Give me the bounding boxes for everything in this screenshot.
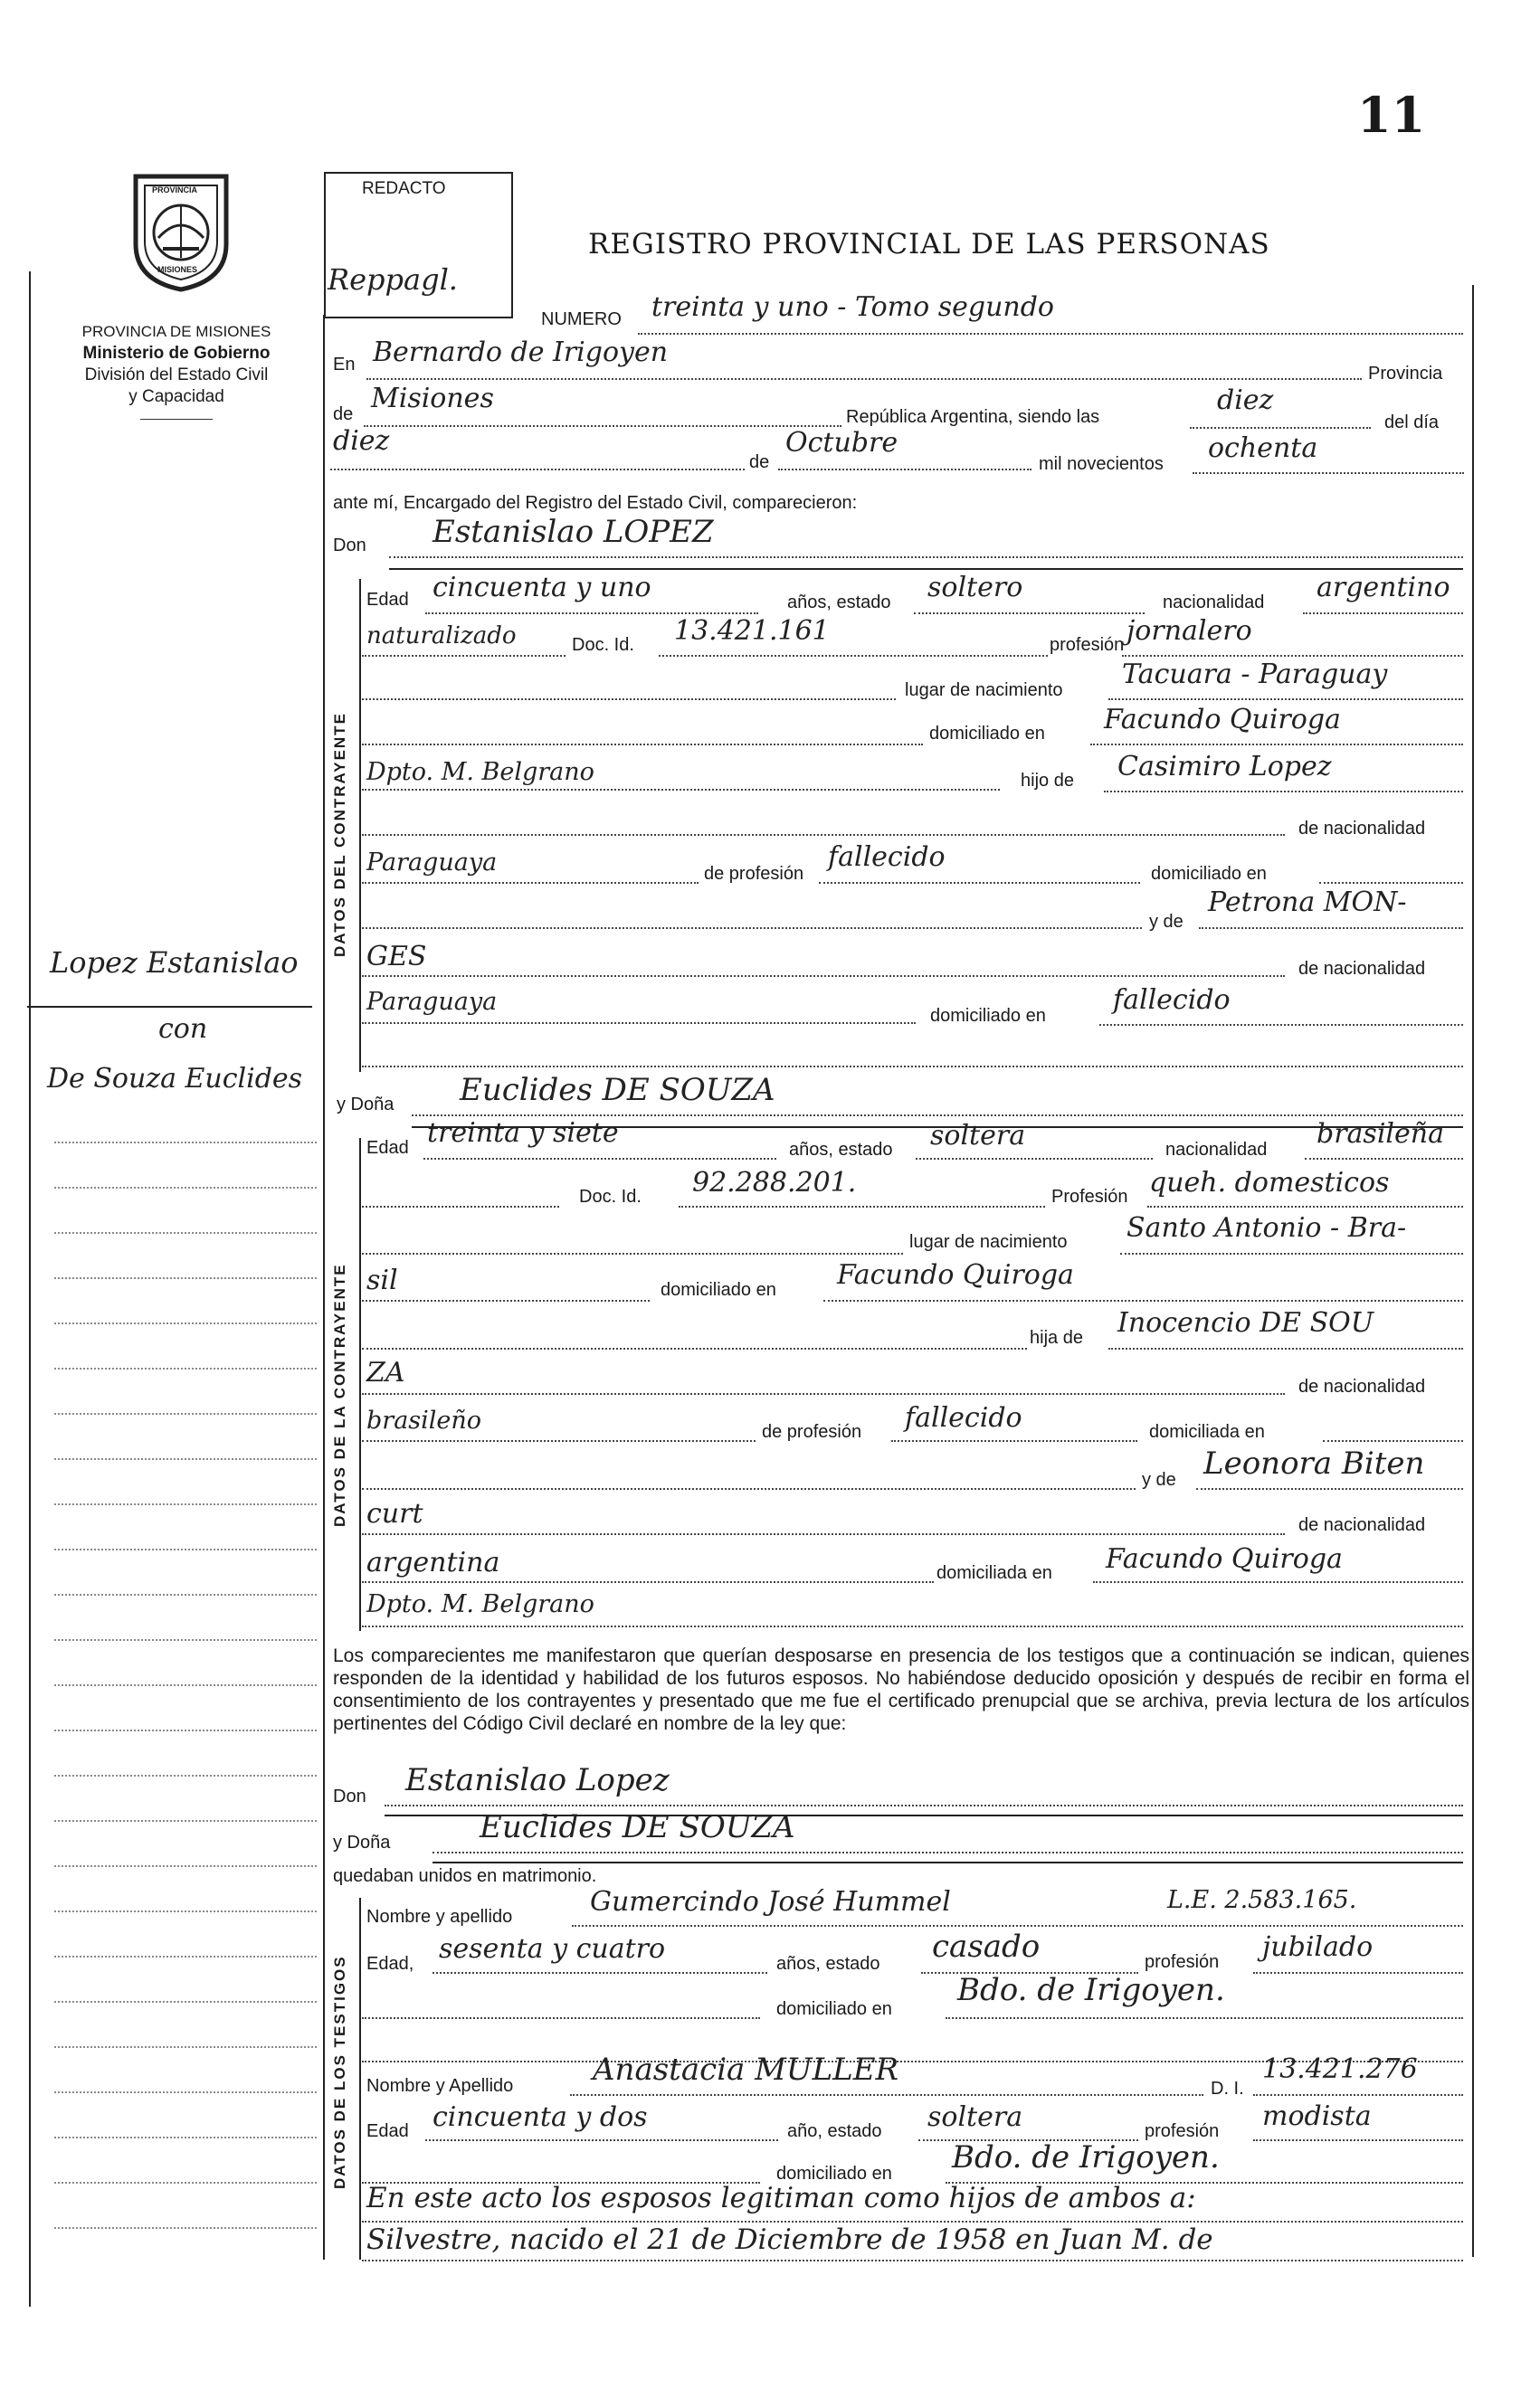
- contrayenta-estado: soltera: [930, 1120, 1026, 1152]
- t1-nombre-line: [572, 1925, 1463, 1927]
- t2-domicilio-label: domiciliado en: [776, 2164, 892, 2184]
- don-rule: [389, 568, 1463, 570]
- contrayenta-end-line: [362, 1626, 1463, 1627]
- declaration-dona-label: y Doña: [333, 1833, 391, 1853]
- t2-estado: soltera: [927, 2101, 1023, 2133]
- declaration-don-value: Estanislao Lopez: [405, 1762, 670, 1798]
- margin-dotted-line: [54, 2227, 317, 2229]
- domicilio-pre-line: [362, 744, 923, 745]
- del-dia-label: del día: [1384, 412, 1440, 432]
- contrayenta-madre-nacionalidad: argentina: [366, 1547, 500, 1578]
- note-line1-rule: [362, 2221, 1463, 2223]
- contrayenta-madre2-line: [362, 1533, 1285, 1535]
- margin-dotted-line: [54, 1639, 317, 1641]
- mes-value: Octubre: [785, 427, 898, 459]
- doc-label: Doc. Id.: [572, 635, 634, 655]
- de-line: [364, 425, 841, 427]
- t1-nombre: Gumercindo José Hummel: [590, 1886, 951, 1918]
- margin-dotted-line: [54, 1277, 317, 1279]
- contrayenta-section-label: DATOS DE LA CONTRAYENTE: [331, 1263, 348, 1527]
- provincia-label: Provincia: [1368, 364, 1443, 384]
- ministry-divider: [140, 419, 213, 420]
- declaration-don-line: [385, 1805, 1463, 1806]
- margin-note-rule: [27, 1006, 312, 1008]
- margin-note-line3: De Souza Euclides: [47, 1063, 303, 1095]
- statement-paragraph: Los comparecientes me manifestaron que querían desposarse en presencia de los testigos que a continuación se indican, quienes responden de la identidad y habilidad de los futuros esposos. No habiéndose deducido oposición y después de recibir en forma el consentimiento de los contrayentes y presentado que me fue el certificado prenupcial que se archiva, previa lectura de los artículos pertinentes del Código Civil declaré en nombre de la ley que:: [333, 1645, 1469, 1734]
- contrayente-nacionalidad: argentino: [1317, 572, 1450, 603]
- mes-line: [778, 469, 1031, 470]
- contrayenta-doc-line: [679, 1206, 1045, 1208]
- t1-profesion-line: [1253, 1972, 1463, 1974]
- hijo-label: hijo de: [1021, 771, 1074, 791]
- t2-profesion-label: profesión: [1145, 2121, 1220, 2141]
- nacionalidad-label: nacionalidad: [1163, 593, 1265, 612]
- madre-nacionalidad-line: [362, 1022, 916, 1024]
- ministry-block: [36, 321, 317, 420]
- lugar-pre-line: [362, 698, 896, 700]
- t1-domicilio-line: [946, 2017, 1463, 2019]
- contrayente-padre: Casimiro Lopez: [1117, 751, 1332, 782]
- declaration-dona-line: [433, 1852, 1463, 1853]
- t1-doc: L.E. 2.583.165.: [1167, 1886, 1357, 1914]
- contrayente-padre-profesion: fallecido: [828, 841, 946, 873]
- t2-nombre: Anastacia MULLER: [593, 2052, 899, 2088]
- contrayente-end-line: [362, 1066, 1463, 1067]
- numero-value: treinta y uno - Tomo segundo: [651, 291, 1054, 323]
- margin-dotted-line: [54, 1413, 317, 1415]
- dia-line: [330, 469, 745, 470]
- t1-domicilio-pre-line: [362, 2017, 760, 2019]
- contrayenta-madre-nacionalidad-line: [362, 1581, 934, 1583]
- margin-dotted-line: [54, 1142, 317, 1143]
- margin-dotted-line: [54, 1865, 317, 1867]
- contrayenta-madre-domicilio: Facundo Quiroga: [1106, 1543, 1343, 1575]
- ministry-line2: Ministerio de Gobierno: [82, 344, 271, 363]
- contrayente-madre-nacionalidad: Paraguaya: [366, 988, 498, 1016]
- main-left-frame-line: [323, 315, 325, 2260]
- contrayente-edad: cincuenta y uno: [433, 572, 651, 603]
- contrayenta-nacionalidad: brasileña: [1317, 1118, 1444, 1150]
- contrayente-padre-nacionalidad: Paraguaya: [366, 848, 498, 877]
- page-number: 11: [1357, 86, 1426, 144]
- note-line2-rule: [362, 2260, 1463, 2261]
- nacionalidad2-line: [362, 655, 566, 657]
- contrayenta-lugar-label: lugar de nacimiento: [909, 1232, 1068, 1252]
- contrayente-madre-domicilio: fallecido: [1113, 984, 1231, 1016]
- contrayenta-anios-label: años, estado: [789, 1140, 893, 1160]
- margin-dotted-line: [54, 1956, 317, 1958]
- hora-value: diez: [1217, 384, 1274, 416]
- dona-label: y Doña: [337, 1095, 395, 1114]
- margin-note-line2: con: [158, 1013, 208, 1045]
- contrayente-madre2: GES: [366, 941, 427, 972]
- hija-label: hija de: [1030, 1328, 1083, 1348]
- right-frame-line: [1472, 285, 1474, 2257]
- en-label: En: [333, 355, 356, 374]
- de-value: Misiones: [371, 383, 494, 414]
- contrayenta-padre-profesion: fallecido: [905, 1402, 1022, 1434]
- contrayente-domicilio: Facundo Quiroga: [1104, 704, 1341, 735]
- note-line2: Silvestre, nacido el 21 de Diciembre de 1958 en Juan M. de: [366, 2223, 1213, 2256]
- declaration-dona-rule: [433, 1862, 1463, 1863]
- contrayenta-lugar: Santo Antonio - Bra-: [1126, 1212, 1407, 1244]
- de2-label: de: [749, 452, 770, 472]
- ministry-line4: y Capacidad: [128, 387, 224, 406]
- madre-pre-line: [362, 927, 1142, 929]
- don-label: Don: [333, 536, 366, 555]
- t1-edad-line: [433, 1972, 767, 1974]
- en-line: [366, 378, 1362, 380]
- t1-nombre-label: Nombre y apellido: [366, 1907, 513, 1927]
- seal-text-top: PROVINCIA: [152, 185, 198, 194]
- contrayenta-madre-nacionalidad-label: de nacionalidad: [1298, 1515, 1426, 1535]
- contrayente-nacionalidad2: naturalizado: [366, 622, 517, 649]
- t2-edad: cincuenta y dos: [433, 2101, 648, 2133]
- padre-line: [1104, 791, 1463, 792]
- contrayenta-nombre: Euclides DE SOUZA: [460, 1072, 775, 1108]
- testigos-section-label: DATOS DE LOS TESTIGOS: [331, 1955, 348, 2189]
- republica-label: República Argentina, siendo las: [846, 407, 1100, 427]
- t2-doc: 13.421.276: [1262, 2053, 1418, 2085]
- contrayenta-doc-label: Doc. Id.: [579, 1187, 642, 1207]
- t2-profesion-line: [1253, 2139, 1463, 2141]
- contrayenta-madre-domicilio-line: [1093, 1581, 1463, 1583]
- contrayenta-madre2: curt: [366, 1498, 423, 1530]
- contrayente-profesion: jornalero: [1126, 615, 1252, 647]
- numero-label: NUMERO: [541, 309, 622, 329]
- contrayente-estado: soltero: [927, 572, 1023, 603]
- madre2-line: [362, 975, 1285, 977]
- margin-dotted-line: [54, 1187, 317, 1189]
- doc-line: [659, 655, 1048, 657]
- contrayenta-domicilio: Facundo Quiroga: [837, 1259, 1074, 1291]
- madre-nacionalidad-label: de nacionalidad: [1298, 959, 1426, 979]
- contrayente-doc: 13.421.161: [674, 615, 830, 647]
- contrayente-lugar: Tacuara - Paraguay: [1122, 659, 1388, 690]
- lugar-line: [1108, 698, 1463, 700]
- contrayenta-doc: 92.288.201.: [692, 1167, 857, 1199]
- contrayenta-padre: Inocencio DE SOU: [1117, 1307, 1374, 1339]
- declaration-dona-value: Euclides DE SOUZA: [480, 1809, 795, 1845]
- contrayenta-y-de-label: y de: [1142, 1470, 1176, 1490]
- padre-extra-line: [362, 834, 1285, 836]
- page-title: REGISTRO PROVINCIAL DE LAS PERSONAS: [588, 228, 1270, 261]
- contrayenta-profesion-label: Profesión: [1051, 1187, 1128, 1207]
- contrayenta-padre-nacionalidad: brasileño: [366, 1407, 482, 1435]
- madre-line: [1199, 927, 1463, 929]
- edad-line: [425, 612, 758, 614]
- contrayente-section-label: DATOS DEL CONTRAYENTE: [331, 712, 348, 957]
- contrayenta-profesion: queh. domesticos: [1149, 1167, 1390, 1199]
- t2-edad-label: Edad: [366, 2121, 409, 2141]
- t1-profesion-label: profesión: [1145, 1952, 1220, 1972]
- margin-dotted-line: [54, 2046, 317, 2048]
- anio-value: ochenta: [1208, 432, 1318, 464]
- left-frame-line: [29, 271, 31, 2307]
- contrayenta-profesion-line: [1147, 1206, 1463, 1208]
- contrayenta-doc-pre-line: [362, 1206, 559, 1208]
- contrayenta-madre-line: [1196, 1488, 1463, 1490]
- contrayenta-padre-domicilio-line: [1323, 1440, 1463, 1442]
- t2-profesion: modista: [1262, 2100, 1372, 2132]
- contrayenta-padre-profesion-label: de profesión: [762, 1422, 862, 1442]
- dia-value: diez: [333, 425, 390, 457]
- t1-estado: casado: [932, 1929, 1041, 1965]
- contrayente-nombre: Estanislao LOPEZ: [433, 514, 714, 550]
- margin-note-line1: Lopez Estanislao: [50, 945, 299, 980]
- t1-edad: sesenta y cuatro: [439, 1933, 666, 1965]
- contrayenta-domicilio-line: [823, 1300, 1463, 1302]
- lugar-label: lugar de nacimiento: [905, 680, 1063, 700]
- anio-line: [1193, 472, 1464, 474]
- contrayente-madre: Petrona MON-: [1208, 886, 1407, 918]
- contrayenta-padre2: ZA: [366, 1357, 405, 1389]
- margin-dotted-line: [54, 1684, 317, 1686]
- contrayenta-bracket: [359, 1138, 361, 1631]
- contrayenta-lugar-pre-line: [362, 1253, 903, 1255]
- t2-domicilio: Bdo. de Irigoyen.: [952, 2139, 1220, 2176]
- contrayenta-madre-domicilio2: Dpto. M. Belgrano: [366, 1590, 594, 1618]
- padre-nacionalidad-label: de nacionalidad: [1298, 819, 1426, 839]
- ministry-line3: División del Estado Civil: [84, 365, 269, 384]
- margin-dotted-line: [54, 1775, 317, 1777]
- t1-anios-label: años, estado: [776, 1954, 880, 1974]
- padre-nacionalidad-line: [362, 882, 699, 884]
- contrayenta-lugar2: sil: [366, 1265, 398, 1296]
- seal-text-bottom: MISIONES: [157, 265, 198, 274]
- margin-dotted-line: [54, 1910, 317, 1912]
- contrayenta-padre-nacionalidad-line: [362, 1440, 756, 1442]
- t2-doc-label: D. I.: [1211, 2079, 1244, 2099]
- estado-line: [914, 612, 1145, 614]
- margin-dotted-line: [54, 2091, 317, 2093]
- padre-domiciliado-label: domiciliado en: [1151, 864, 1267, 884]
- t1-domicilio-label: domiciliado en: [776, 1999, 892, 2019]
- margin-dotted-line: [54, 2137, 317, 2138]
- declaration-don-label: Don: [333, 1787, 366, 1806]
- contrayenta-hija-pre-line: [362, 1348, 1027, 1350]
- redacto-signature: Reppagl.: [328, 262, 458, 297]
- contrayenta-domiciliada-label: domiciliada en: [1149, 1422, 1265, 1442]
- madre-domicilio-line: [1099, 1024, 1463, 1026]
- contrayenta-nacionalidad-label: nacionalidad: [1165, 1140, 1268, 1160]
- redacto-label: REDACTO: [362, 179, 446, 198]
- margin-dotted-line: [54, 1323, 317, 1324]
- margin-dotted-line: [54, 1368, 317, 1370]
- profesion-label: profesión: [1050, 635, 1125, 655]
- nacionalidad-line: [1303, 612, 1463, 614]
- contrayenta-nacionalidad-line: [1305, 1158, 1463, 1160]
- en-value: Bernardo de Irigoyen: [373, 337, 669, 368]
- contrayenta-madre-domicilio-label: domiciliada en: [936, 1563, 1052, 1583]
- margin-dotted-line: [54, 2001, 317, 2003]
- contrayenta-domicilio-label: domiciliado en: [661, 1280, 776, 1300]
- domicilio-line: [1090, 744, 1463, 745]
- contrayenta-edad-line: [423, 1158, 776, 1160]
- t2-anios-label: año, estado: [787, 2121, 882, 2141]
- margin-dotted-line: [54, 1549, 317, 1550]
- edad-label: Edad: [366, 590, 409, 610]
- contrayenta-padre-nacionalidad-label: de nacionalidad: [1298, 1377, 1426, 1397]
- contrayenta-padre-line: [1108, 1348, 1463, 1350]
- contrayenta-estado-line: [916, 1158, 1153, 1160]
- contrayenta-padre2-line: [362, 1393, 1285, 1395]
- t2-doc-line: [1253, 2094, 1463, 2096]
- testigos-bracket: [359, 1898, 361, 2260]
- contrayente-domicilio2: Dpto. M. Belgrano: [366, 758, 594, 786]
- ministry-line1: PROVINCIA DE MISIONES: [81, 323, 271, 340]
- madre-domicilio-label: domiciliado en: [930, 1006, 1046, 1026]
- padre-profesion-label: de profesión: [704, 864, 804, 884]
- padre-domicilio-line: [1319, 882, 1463, 884]
- contrayenta-lugar-line: [1120, 1253, 1463, 1255]
- anios-estado-label: años, estado: [787, 593, 891, 612]
- don-line: [389, 556, 1463, 558]
- de-label: de: [333, 404, 354, 424]
- margin-dotted-line: [54, 2182, 317, 2184]
- note-line1: En este acto los esposos legitiman como hijos de ambos a:: [366, 2182, 1196, 2214]
- t2-nombre-line: [570, 2094, 1203, 2096]
- numero-line: [638, 333, 1463, 335]
- dona-line: [412, 1114, 1463, 1116]
- t2-edad-line: [425, 2139, 778, 2141]
- t1-profesion: jubilado: [1262, 1931, 1374, 1963]
- padre-profesion-line: [819, 882, 1140, 884]
- margin-dotted-line: [54, 1458, 317, 1460]
- domicilio-label: domiciliado en: [929, 724, 1045, 744]
- t2-nombre-label: Nombre y Apellido: [366, 2076, 514, 2096]
- margin-dotted-line: [54, 1820, 317, 1822]
- mil-label: mil novecientos: [1039, 454, 1164, 474]
- y-de-label: y de: [1149, 912, 1184, 932]
- contrayenta-padre-profesion-line: [891, 1440, 1137, 1442]
- margin-dotted-line: [54, 1594, 317, 1596]
- margin-dotted-line: [54, 1503, 317, 1505]
- domicilio2-line: [362, 789, 1000, 791]
- provincial-seal: [118, 167, 244, 294]
- ante-label: ante mí, Encargado del Registro del Estado Civil, comparecieron:: [333, 493, 858, 513]
- profesion-line: [1122, 655, 1463, 657]
- contrayenta-madre: Leonora Biten: [1203, 1446, 1425, 1482]
- contrayente-bracket: [359, 579, 361, 1072]
- margin-dotted-line: [54, 1730, 317, 1731]
- t1-domicilio: Bdo. de Irigoyen.: [957, 1972, 1225, 2008]
- contrayenta-edad: treinta y siete: [427, 1117, 619, 1149]
- hora-line: [1190, 427, 1371, 429]
- margin-dotted-line: [54, 1232, 317, 1234]
- t1-edad-label: Edad,: [366, 1954, 414, 1974]
- contrayenta-lugar2-line: [362, 1300, 650, 1302]
- unidos-text: quedaban unidos en matrimonio.: [333, 1866, 597, 1886]
- contrayenta-edad-label: Edad: [366, 1138, 409, 1158]
- contrayenta-madre-pre-line: [362, 1488, 1136, 1490]
